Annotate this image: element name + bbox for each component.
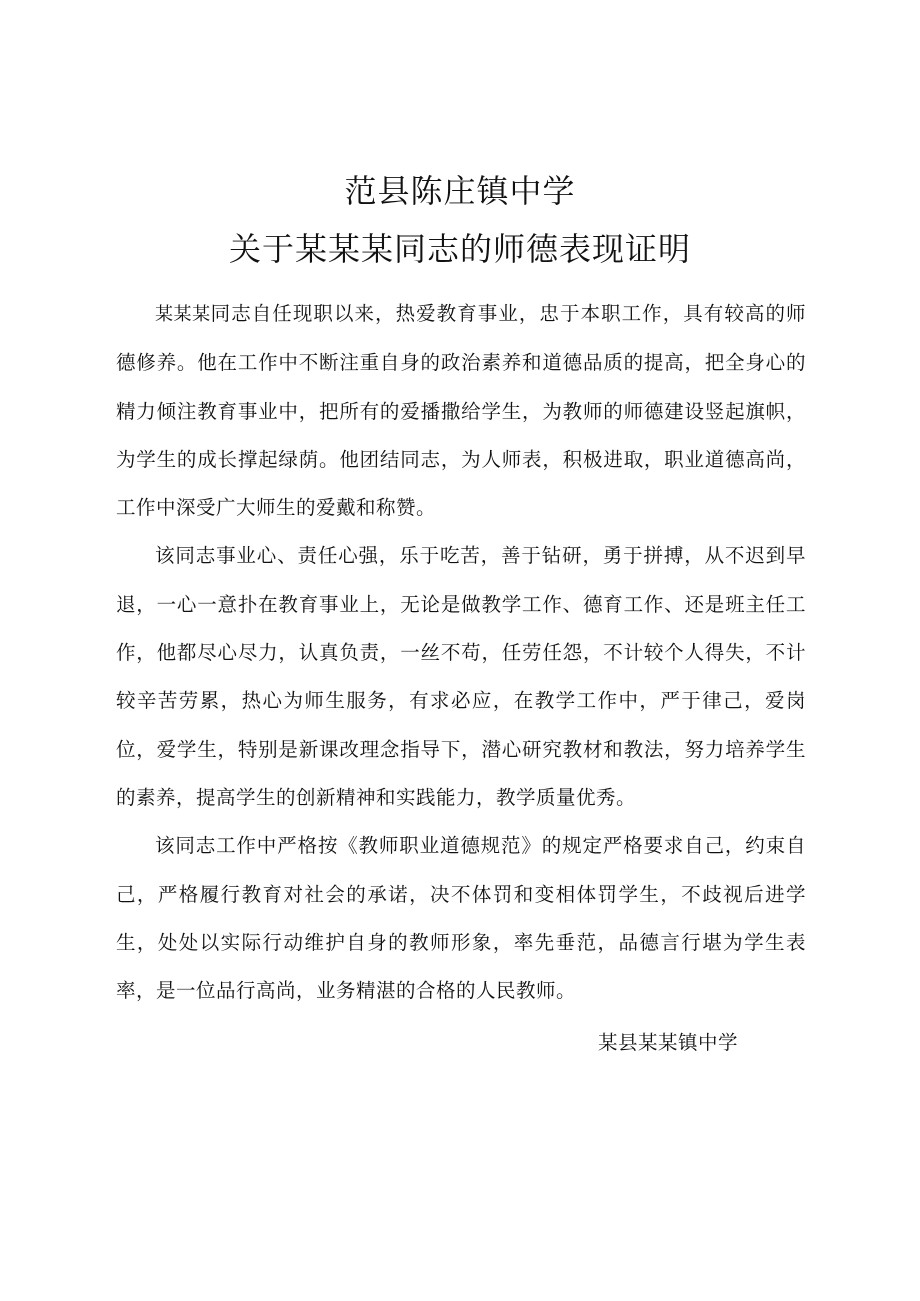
paragraph-1 [116, 290, 806, 532]
paragraph-2 [116, 532, 806, 822]
paragraph-3-text: 该同志工作中严格按《教师职业道德规范》的规定严格要求自己，约束自己，严格履行教育对社会的承诺，决不体罚和变相体罚学生，不歧视后进学生，处处以实际行动维护自身的教师形象，率先垂范，品德言行堪为学生表率，是一位品行高尚，业务精湛的合格的人民教师。 [116, 834, 806, 1003]
paragraph-2-text: 该同志事业心、责任心强，乐于吃苦，善于钻研，勇于拼搏，从不迟到早退，一心一意扑在教育事业上，无论是做教学工作、德育工作、还是班主任工作，他都尽心尽力，认真负责，一丝不苟，任劳任怨，不计较个人得失，不计较辛苦劳累，热心为师生服务，有求必应，在教学工作中，严于律己，爱岗位，爱学生，特别是新课改理念指导下，潜心研究教材和教法，努力培养学生的素养，提高学生的创新精神和实践能力，教学质量优秀。 [116, 544, 806, 809]
paragraph-1-text: 同志自任现职以来，热爱教育事业，忠于本职工作，具有较高的师德修养。他在工作中不断注重自身的政治素养和道德品质的提高，把全身心的精力倾注教育事业中，把所有的爱播撒给学生，为教师的师德建设竖起旗帜，为学生的成长撑起绿荫。他团结同志，为人师表，积极进取，职业道德高尚，工作中深受广大师生的爱戴和称赞。 [116, 302, 806, 520]
document-body [116, 290, 806, 1015]
document-title [0, 162, 920, 278]
signature-school: 某县某某镇中学 [598, 1031, 739, 1054]
title-certificate-subject: 关于某某某同志的师德表现证明 [228, 230, 691, 268]
title-school-name: 范县陈庄镇中学 [344, 172, 576, 210]
paragraph-3 [116, 822, 806, 1015]
person-name: 某某某 [155, 304, 211, 325]
